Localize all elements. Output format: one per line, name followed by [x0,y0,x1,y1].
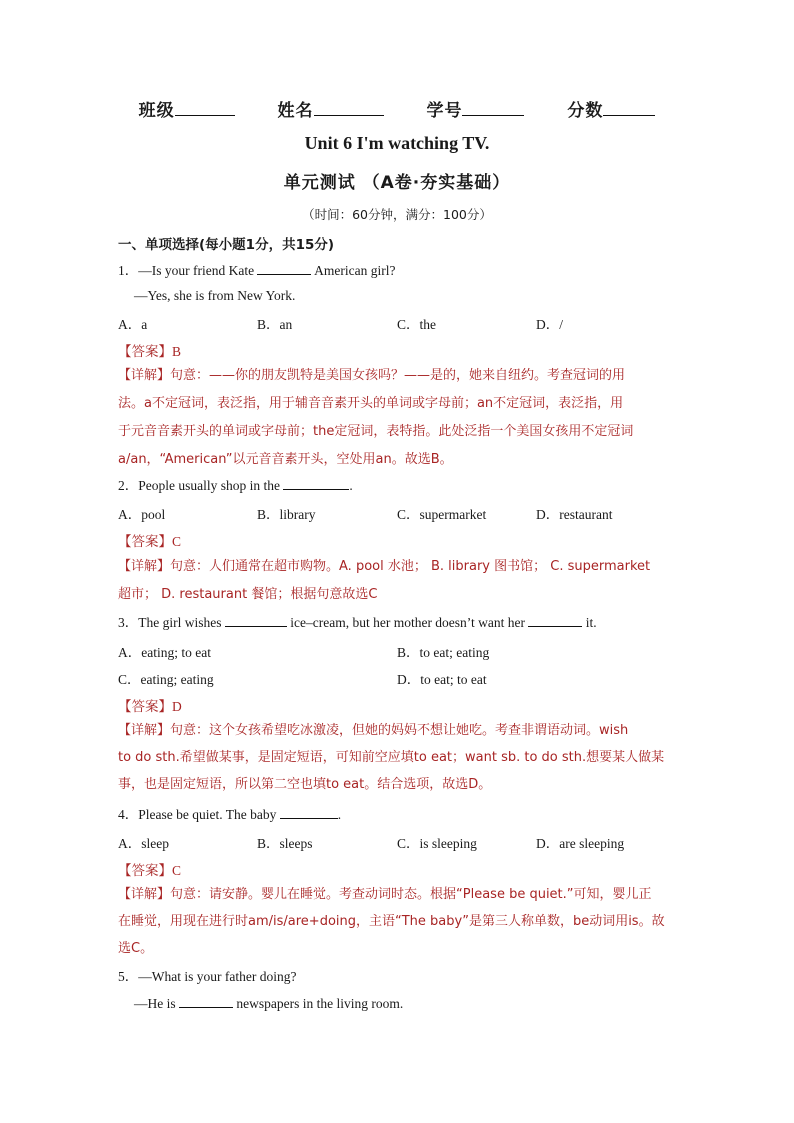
question-1-option-a: A．a [118,317,148,332]
question-3-option-c: C．eating; eating [118,672,214,687]
answer-tag: 【答案】 [118,863,172,879]
question-3-option-d: D．to eat; to eat [397,672,487,687]
question-2-detail [118,558,678,604]
question-1-option-c: C．the [397,317,436,332]
question-text: newspapers in the living room. [236,996,404,1011]
answer-blank [280,805,338,819]
detail-line: a/an，“American”以元音音素开头，空处用an。故选B。 [118,452,453,467]
detail-line: 在睡觉，用现在进行时am/is/are+doing，主语“The baby”是第三人称单数，be动词用is。故 [118,914,665,929]
answer-blank [179,994,233,1008]
detail-line: 句意：人们通常在超市购物。A. pool 水池； B. library 图书馆； C. supermarket [170,559,651,574]
student-id-blank[interactable] [462,99,524,116]
detail-line: 句意：这个女孩希望吃冰激凌，但她的妈妈不想让她吃。考查非谓语动词。wish [170,723,629,738]
question-text: American girl? [314,263,396,278]
question-text: . [349,478,353,493]
question-text: 4．Please be quiet. The baby [118,807,277,822]
question-4-option-a: A．sleep [118,836,169,851]
detail-line: 超市； D. restaurant 餐馆；根据句意故选C [118,587,378,602]
detail-line: 句意：请安静。婴儿在睡觉。考查动词时态。根据“Please be quiet.”可知，婴儿正 [170,887,652,902]
answer-tag: 【答案】 [118,344,172,360]
question-2-answer [118,530,181,550]
detail-tag: 【详解】 [118,723,171,738]
answer-blank [225,613,287,627]
question-text: it. [585,615,597,630]
detail-tag: 【详解】 [118,887,171,902]
score-blank[interactable] [603,99,655,116]
detail-line: 事，也是固定短语，所以第二空也填to eat。结合选项，故选D。 [118,777,492,792]
answer-tag: 【答案】 [118,534,172,550]
question-3-answer [118,695,182,715]
question-2-option-b: B．library [257,507,316,522]
question-5-stem: 5．—What is your father doing? [118,969,297,984]
detail-line: 于元音音素开头的单词或字母前；the定冠词，表特指。此处泛指一个美国女孩用不定冠词 [118,424,634,439]
question-text: . [337,807,342,822]
question-2-stem [118,476,353,495]
score-field [567,96,655,121]
question-1-option-b: B．an [257,317,293,332]
answer-value: C [172,863,182,878]
question-1-option-d: D．/ [536,317,563,332]
answer-value: B [172,344,182,359]
student-id-field [426,96,524,121]
class-field [139,96,235,121]
answer-blank [283,476,349,490]
question-3-stem [118,613,597,632]
answer-blank [528,613,582,627]
test-subtitle: 单元测试 （A卷·夯实基础） [283,173,511,193]
student-info-header [0,96,794,121]
question-2-option-d: D．restaurant [536,507,613,522]
section-heading: 一、单项选择(每小题1分，共15分) [118,237,335,253]
name-field [278,96,384,121]
question-1-line2: —Yes, she is from New York. [134,288,296,303]
answer-blank [257,261,311,275]
question-3-detail [118,722,678,794]
question-text: —He is [134,996,176,1011]
detail-line: 句意：——你的朋友凯特是美国女孩吗？——是的，她来自纽约。考查冠词的用 [170,368,626,383]
answer-value: D [172,699,182,714]
name-label: 姓名 [277,101,314,121]
question-3-option-b: B．to eat; eating [397,645,490,660]
unit-title: Unit 6 I'm watching TV. [304,133,490,153]
question-text: 2．People usually shop in the [118,478,280,493]
detail-line: 法。a不定冠词，表泛指，用于辅音音素开头的单词或字母前；an不定冠词，表泛指，用 [118,396,624,411]
detail-line: to do sth.希望做某事，是固定短语，可知前空应填to eat；want sb. to do sth.想要某人做某 [118,750,665,765]
question-text: 3．The girl wishes [118,615,222,630]
question-4-option-d: D．are sleeping [536,836,625,851]
question-text: 1．—Is your friend Kate [118,263,255,278]
class-label: 班级 [138,101,175,121]
question-4-option-c: C．is sleeping [397,836,477,851]
name-blank[interactable] [314,99,384,116]
question-text: ice–cream, but her mother doesn’t want her [290,615,526,630]
student-id-label: 学号 [426,101,463,121]
detail-tag: 【详解】 [118,559,171,574]
question-1-stem [118,261,395,280]
question-2-option-c: C．supermarket [397,507,487,522]
answer-value: C [172,534,182,549]
question-1-answer [118,340,181,360]
question-4-option-b: B．sleeps [257,836,313,851]
question-4-detail [118,886,678,958]
question-5-line2 [134,994,403,1013]
class-blank[interactable] [175,99,235,116]
answer-tag: 【答案】 [118,699,172,715]
time-info: （时间：60分钟，满分：100分） [302,207,492,222]
detail-tag: 【详解】 [118,368,171,383]
question-4-stem [118,805,341,824]
question-2-option-a: A．pool [118,507,166,522]
score-label: 分数 [567,101,604,121]
detail-line: 选C。 [118,941,154,956]
question-3-option-a: A．eating; to eat [118,645,211,660]
question-4-answer [118,859,181,879]
question-1-detail [118,367,678,469]
